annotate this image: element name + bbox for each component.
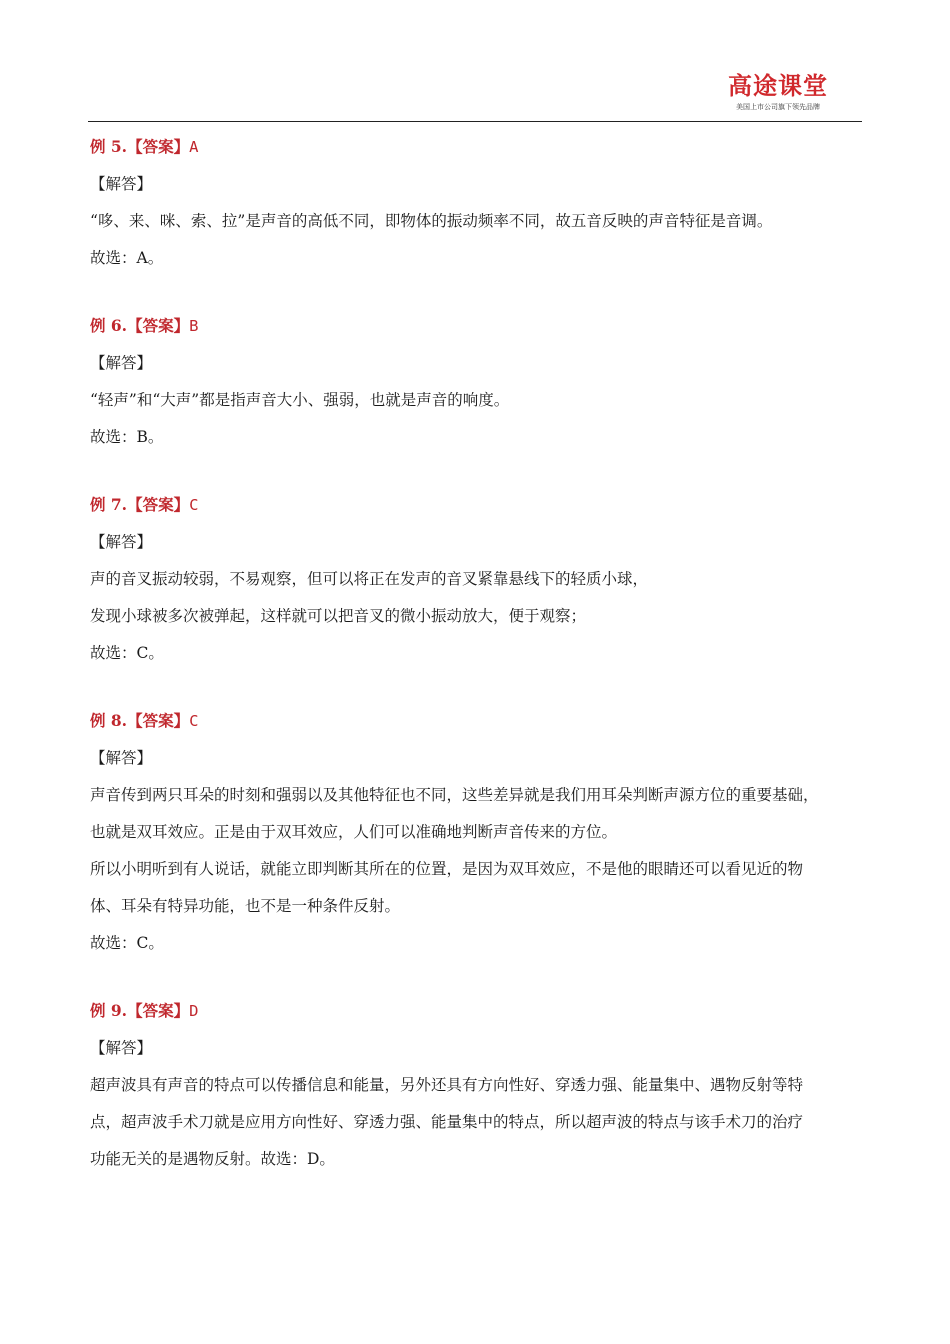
example-heading: 例 5.【答案】A [90,137,199,156]
example-9 [90,992,870,1178]
explanation-line: 超声波具有声音的特点可以传播信息和能量，另外还具有方向性好、穿透力强、能量集中、遇物反射等特 [90,1076,804,1094]
example-6 [90,307,870,456]
explanation-line: 声音传到两只耳朵的时刻和强弱以及其他特征也不同，这些差异就是我们用耳朵判断声源方位的重要基础， [90,786,819,804]
explanation-line: 体、耳朵有特异功能，也不是一种条件反射。 [90,897,401,915]
conclusion-line: 故选：C。 [90,644,164,662]
example-8 [90,702,870,962]
logo-tagline: 美国上市公司旗下领先品牌 [736,103,820,111]
example-heading: 例 6.【答案】B [90,316,199,335]
conclusion-line: 故选：C。 [90,934,164,952]
section-label: 【解答】 [90,175,153,193]
example-heading: 例 8.【答案】C [90,711,199,730]
explanation-line: “哆、来、咪、索、拉”是声音的高低不同，即物体的振动频率不同，故五音反映的声音特征是音调。 [90,212,773,230]
example-5 [90,128,870,277]
conclusion-line: 功能无关的是遇物反射。故选：D。 [90,1150,335,1168]
logo-title: 高途课堂 [728,72,828,100]
section-label: 【解答】 [90,1039,153,1057]
section-label: 【解答】 [90,533,153,551]
example-heading: 例 7.【答案】C [90,495,199,514]
brand-logo [718,72,838,112]
conclusion-line: 故选：A。 [90,249,164,267]
explanation-line: 也就是双耳效应。正是由于双耳效应，人们可以准确地判断声音传来的方位。 [90,823,618,841]
example-heading: 例 9.【答案】D [90,1001,199,1020]
conclusion-line: 故选：B。 [90,428,164,446]
explanation-line: 点，超声波手术刀就是应用方向性好、穿透力强、能量集中的特点，所以超声波的特点与该手术刀的治疗 [90,1113,804,1131]
explanation-line: “轻声”和“大声”都是指声音大小、强弱，也就是声音的响度。 [90,391,510,409]
section-label: 【解答】 [90,749,153,767]
explanation-line: 声的音叉振动较弱，不易观察，但可以将正在发声的音叉紧靠悬线下的轻质小球， [90,570,649,588]
explanation-line: 发现小球被多次被弹起，这样就可以把音叉的微小振动放大，便于观察； [90,607,587,625]
header-divider [88,121,862,122]
example-7 [90,486,870,672]
document-body [90,128,870,1208]
explanation-line: 所以小明听到有人说话，就能立即判断其所在的位置，是因为双耳效应，不是他的眼睛还可以看见近的物 [90,860,804,878]
section-label: 【解答】 [90,354,153,372]
